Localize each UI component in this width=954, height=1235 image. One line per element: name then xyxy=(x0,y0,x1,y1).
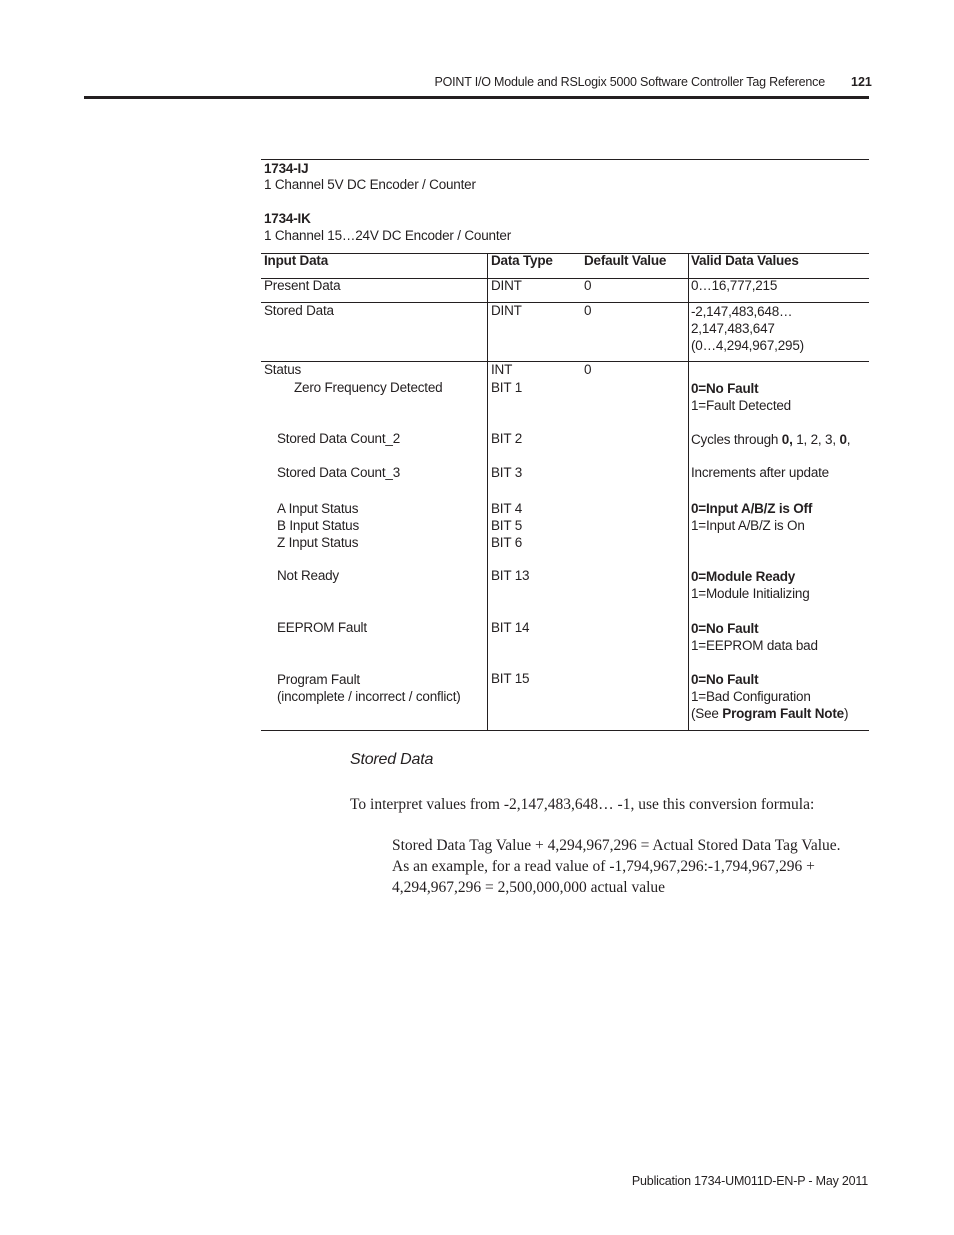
cell-present-data-name: Present Data xyxy=(264,278,341,293)
cell-present-data-default: 0 xyxy=(584,278,592,293)
valid-text: Cycles through xyxy=(691,432,782,447)
valid-bold-line: 0=Module Ready xyxy=(691,569,796,584)
cell-input-status-valid xyxy=(691,500,812,534)
module-id-1734-ik: 1734-IK xyxy=(264,211,311,226)
program-fault-label: Program Fault xyxy=(277,672,360,687)
cell-stored-data-type: DINT xyxy=(491,303,522,318)
module-id-1734-ij: 1734-IJ xyxy=(264,161,309,176)
running-title: POINT I/O Module and RSLogix 5000 Software Controller Tag Reference xyxy=(434,75,825,89)
cell-zero-freq-name: Zero Frequency Detected xyxy=(294,380,443,395)
program-fault-note-ref: Program Fault Note xyxy=(722,706,844,721)
column-header-data-type: Data Type xyxy=(491,253,553,268)
cell-eeprom-name: EEPROM Fault xyxy=(277,620,367,635)
valid-text: , xyxy=(846,432,851,447)
page-number: 121 xyxy=(851,75,872,89)
valid-bold-text: 0, xyxy=(781,432,793,447)
module-desc-1734-ij: 1 Channel 5V DC Encoder / Counter xyxy=(264,177,476,192)
cell-not-ready-valid xyxy=(691,568,810,602)
a-input-status: A Input Status xyxy=(277,501,359,516)
valid-bold-line: 0=No Fault xyxy=(691,672,759,687)
valid-bold-line: 0=Input A/B/Z is Off xyxy=(691,501,813,516)
valid-line: 1=Input A/B/Z is On xyxy=(691,518,805,533)
cell-present-data-valid: 0…16,777,215 xyxy=(691,278,778,293)
valid-line: 2,147,483,647 xyxy=(691,321,775,336)
valid-text: 1, 2, 3, xyxy=(792,432,840,447)
cell-not-ready-type: BIT 13 xyxy=(491,568,530,583)
valid-bold-line: 0=No Fault xyxy=(691,621,759,636)
cell-count2-type: BIT 2 xyxy=(491,431,523,446)
see-text: (See xyxy=(691,706,723,721)
cell-count2-valid xyxy=(691,431,850,448)
cell-eeprom-valid xyxy=(691,620,818,654)
column-header-input-data: Input Data xyxy=(264,253,328,268)
cell-count3-type: BIT 3 xyxy=(491,465,523,480)
valid-line: 1=Fault Detected xyxy=(691,398,791,413)
cell-program-fault-type: BIT 15 xyxy=(491,671,530,686)
module-top-rule xyxy=(261,159,869,160)
valid-line: -2,147,483,648… xyxy=(691,304,793,319)
a-input-type: BIT 4 xyxy=(491,501,523,516)
cell-zero-freq-type: BIT 1 xyxy=(491,380,523,395)
header-rule xyxy=(84,96,869,99)
program-fault-detail: (incomplete / incorrect / conflict) xyxy=(277,689,461,704)
cell-status-type: INT xyxy=(491,362,513,377)
cell-stored-data-valid xyxy=(691,303,804,354)
cell-not-ready-name: Not Ready xyxy=(277,568,339,583)
z-input-status: Z Input Status xyxy=(277,535,359,550)
valid-line: 1=Module Initializing xyxy=(691,586,810,601)
valid-line: (0…4,294,967,295) xyxy=(691,338,804,353)
header-bottom-rule xyxy=(261,278,869,279)
cell-input-status-names xyxy=(277,500,359,551)
valid-bold-text: 0 xyxy=(839,432,847,447)
see-text: ) xyxy=(843,706,849,721)
column-header-default-value: Default Value xyxy=(584,253,667,268)
cell-program-fault-valid xyxy=(691,671,848,722)
section-heading: Stored Data xyxy=(350,751,434,768)
publication-footer: Publication 1734-UM011D-EN-P - May 2011 xyxy=(631,1174,868,1188)
column-divider xyxy=(688,253,689,731)
valid-line: 1=Bad Configuration xyxy=(691,689,811,704)
cell-input-status-types xyxy=(491,500,522,551)
cell-stored-data-default: 0 xyxy=(584,303,592,318)
section-intro: To interpret values from -2,147,483,648… -1, use this conversion formula: xyxy=(350,796,815,813)
cell-eeprom-type: BIT 14 xyxy=(491,620,530,635)
cell-program-fault-name xyxy=(277,671,461,705)
cell-status-default: 0 xyxy=(584,362,592,377)
row-rule xyxy=(261,361,869,362)
column-header-valid-data-values: Valid Data Values xyxy=(691,253,799,268)
z-input-type: BIT 6 xyxy=(491,535,523,550)
table-bottom-rule xyxy=(261,730,869,731)
cell-count3-name: Stored Data Count_3 xyxy=(277,465,401,480)
conversion-formula xyxy=(392,835,841,898)
cell-stored-data-name: Stored Data xyxy=(264,303,334,318)
column-divider xyxy=(487,253,488,731)
cell-present-data-type: DINT xyxy=(491,278,522,293)
cell-zero-freq-valid xyxy=(691,380,791,414)
formula-line: Stored Data Tag Value + 4,294,967,296 = Actual Stored Data Tag Value. xyxy=(392,837,841,854)
cell-count3-valid: Increments after update xyxy=(691,465,829,480)
formula-line: 4,294,967,296 = 2,500,000,000 actual value xyxy=(392,879,666,896)
b-input-status: B Input Status xyxy=(277,518,360,533)
module-desc-1734-ik: 1 Channel 15…24V DC Encoder / Counter xyxy=(264,228,511,243)
valid-line xyxy=(691,705,848,722)
cell-count2-name: Stored Data Count_2 xyxy=(277,431,401,446)
valid-line: 1=EEPROM data bad xyxy=(691,638,818,653)
cell-status-name: Status xyxy=(264,362,302,377)
valid-bold-line: 0=No Fault xyxy=(691,381,759,396)
b-input-type: BIT 5 xyxy=(491,518,523,533)
formula-line: As an example, for a read value of -1,794,967,296:-1,794,967,296 + xyxy=(392,858,815,875)
